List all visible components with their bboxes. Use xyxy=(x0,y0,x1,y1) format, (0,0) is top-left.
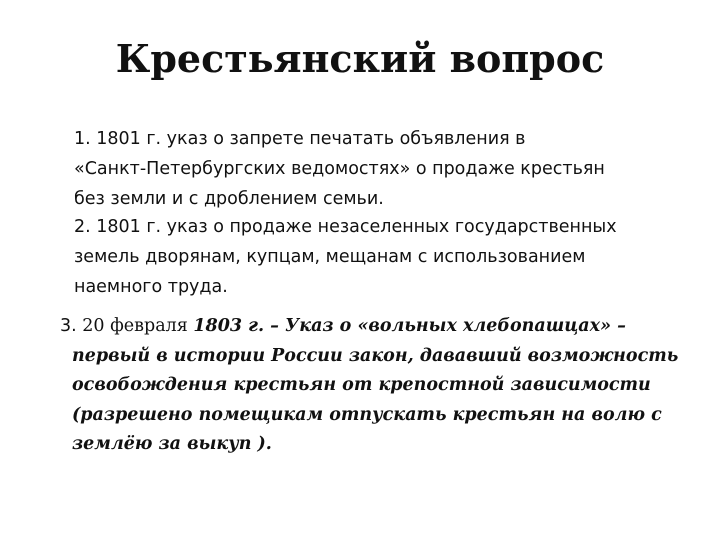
decree-heading: 1803 г. – Указ о «вольных хлебопашцах» – xyxy=(193,316,626,336)
list-item-3 xyxy=(60,312,690,460)
list-item-2-line: земель дворянам, купцам, мещанам с использованием xyxy=(74,247,586,267)
decree-description-line: землёю за выкуп ). xyxy=(72,434,272,454)
list-item-3-number: 3. xyxy=(60,316,77,336)
list-item-2 xyxy=(74,212,674,302)
list-item-1-line: 1. 1801 г. указ о запрете печатать объявления в xyxy=(74,129,526,149)
list-item-1-line: без земли и с дроблением семьи. xyxy=(74,189,384,209)
list-item-1 xyxy=(74,124,674,214)
list-item-2-line: 2. 1801 г. указ о продаже незаселенных государственных xyxy=(74,217,617,237)
decree-description-line: освобождения крестьян от крепостной зависимости xyxy=(72,375,651,395)
list-item-1-line: «Санкт-Петербургских ведомостях» о продаже крестьян xyxy=(74,159,605,179)
slide-title: Крестьянский вопрос xyxy=(115,36,605,81)
list-item-2-line: наемного труда. xyxy=(74,277,228,297)
decree-description-line: первый в истории России закон, дававший возможность xyxy=(72,345,679,366)
list-item-3-date: 20 февраля xyxy=(76,316,194,336)
list-item-3-first-line xyxy=(60,312,690,342)
decree-description-line: (разрешено помещикам отпускать крестьян на волю с xyxy=(72,404,662,425)
